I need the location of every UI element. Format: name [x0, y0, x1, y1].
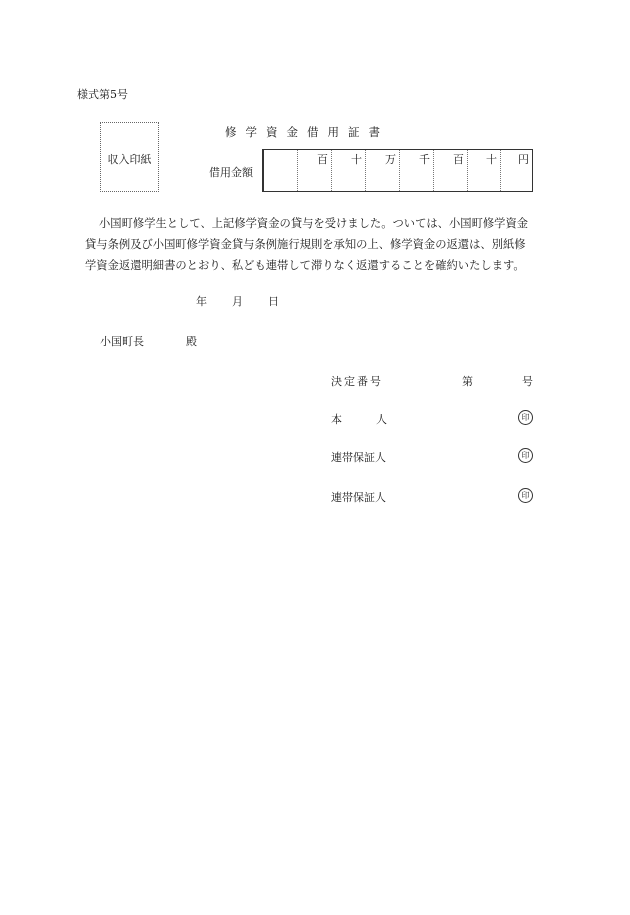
addressee-name: 小国町長: [100, 335, 144, 348]
unit-label: 千: [419, 153, 430, 166]
amount-cell-ten[interactable]: [467, 150, 500, 191]
amount-label: 借用金額: [209, 166, 253, 179]
seal-mark-icon: 印: [518, 448, 533, 463]
body-paragraph: [85, 213, 555, 276]
revenue-stamp-label: 収入印紙: [107, 153, 152, 166]
addressee: [100, 333, 197, 349]
seal-mark-icon: 印: [518, 488, 533, 503]
date-year: 年: [196, 295, 207, 308]
body-line: 小国町修学生として、上記修学資金の貸与を受けました。ついては、小国町修学資金: [99, 217, 529, 230]
seal-mark-icon: 印: [518, 410, 533, 425]
addressee-honorific: 殿: [186, 335, 197, 348]
unit-label: 百: [453, 153, 464, 166]
date-month: 月: [232, 295, 243, 308]
unit-label: 十: [486, 153, 497, 166]
amount-cell-yen[interactable]: [500, 150, 532, 191]
amount-cell-hundred-million[interactable]: [297, 150, 331, 191]
form-number: 様式第5号: [77, 88, 128, 101]
body-line: 貸与条例及び小国町修学資金貸与条例施行規則を承知の上、修学資金の返還は、別紙修: [85, 238, 526, 251]
guarantor-1-label: 連帯保証人: [331, 451, 386, 464]
principal-label-a: 本: [331, 413, 342, 426]
amount-cell-ten-thousand[interactable]: [365, 150, 399, 191]
amount-lead-cell: [263, 150, 297, 191]
amount-table: [262, 149, 533, 192]
body-line: 学資金返還明細書のとおり、私ども連帯して滞りなく返還することを確約いたします。: [85, 259, 525, 272]
amount-cell-thousand[interactable]: [399, 150, 433, 191]
principal-label: [331, 411, 387, 427]
guarantor-2-label: 連帯保証人: [331, 491, 386, 504]
unit-label: 万: [385, 153, 396, 166]
amount-cell-hundred[interactable]: [433, 150, 467, 191]
unit-label: 百: [317, 153, 328, 166]
revenue-stamp-box: [100, 122, 159, 192]
date-day: 日: [268, 295, 279, 308]
principal-label-b: 人: [376, 413, 387, 426]
amount-cell-ten-million[interactable]: [331, 150, 365, 191]
unit-label: 十: [351, 153, 362, 166]
date-line: [196, 293, 279, 309]
document-title: 修学資金借用証書: [225, 125, 389, 139]
decision-number-label: 決定番号: [331, 375, 383, 388]
decision-number-prefix: 第: [462, 375, 473, 388]
decision-number-suffix: 号: [522, 375, 533, 388]
unit-label: 円: [518, 153, 529, 166]
